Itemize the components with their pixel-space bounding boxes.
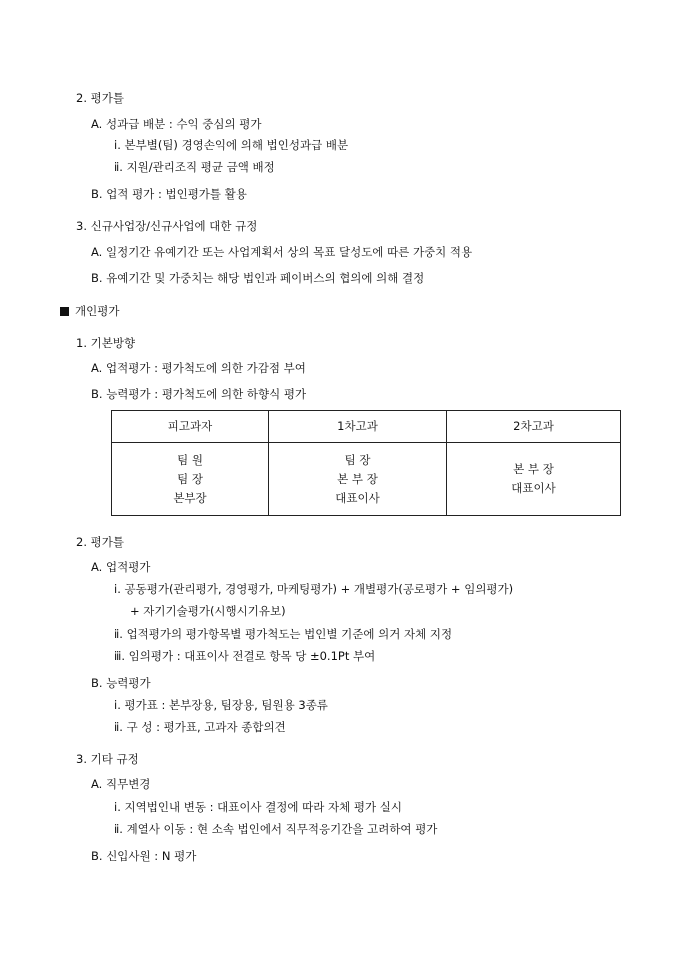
cell-line: 대표이사 [511, 481, 556, 495]
item-3a-i: ⅰ. 지역법인내 변동 : 대표이사 결정에 따라 자체 평가 실시 [114, 800, 403, 814]
item-3a-job-change: A. 직무변경 [91, 777, 151, 791]
table-cell-appraisee [112, 443, 269, 516]
item-2a-bonus-distribution: A. 성과급 배분 : 수익 중심의 평가 [91, 117, 262, 131]
cell-line: 본 부 장 [513, 462, 554, 476]
cell-line: 팀 장 [344, 452, 371, 467]
item-3-new-business: 3. 신규사업장/신규사업에 대한 규정 [76, 219, 258, 233]
item-1b: B. 능력평가 : 평가척도에 의한 하향식 평가 [91, 387, 307, 401]
item-3a: A. 일정기간 유예기간 또는 사업계획서 상의 목표 달성도에 따른 가중치 적용 [91, 245, 473, 259]
item-2-evaluation-frame: 2. 평가틀 [76, 91, 124, 105]
square-bullet-icon [60, 307, 69, 316]
section-individual-evaluation [60, 303, 119, 319]
item-2b-competency: B. 능력평가 [91, 676, 151, 690]
item-2a-i-continuation: + 자기기술평가(시행시기유보) [130, 604, 286, 618]
item-3a-ii: ⅱ. 계열사 이동 : 현 소속 법인에서 직무적응기간을 고려하여 평가 [114, 822, 438, 836]
item-3b-new-hire: B. 신입사원 : N 평가 [91, 849, 197, 863]
item-2-evaluation-frame-individual: 2. 평가틀 [76, 535, 124, 549]
item-3-other-rules: 3. 기타 규정 [76, 752, 139, 766]
table-cell-first-appraiser [269, 443, 447, 516]
item-2a-i: ⅰ. 본부별(팀) 경영손익에 의해 법인성과급 배분 [114, 138, 349, 152]
table-header-cell: 1차고과 [269, 411, 447, 443]
item-1a: A. 업적평가 : 평가척도에 의한 가감점 부여 [91, 361, 306, 375]
item-3b: B. 유예기간 및 가중치는 해당 법인과 페이버스의 협의에 의해 결정 [91, 271, 425, 285]
evaluator-table [111, 410, 621, 516]
section-title: 개인평가 [75, 304, 120, 318]
cell-line: 대표이사 [335, 490, 380, 505]
cell-line: 본 부 장 [337, 471, 378, 486]
item-2a-ii: ⅱ. 지원/관리조직 평균 금액 배정 [114, 160, 275, 174]
table-cell-second-appraiser [447, 443, 621, 516]
item-2a-ii: ⅱ. 업적평가의 평가항목별 평가척도는 법인별 기준에 의거 자체 지정 [114, 627, 453, 641]
item-2b-ii: ⅱ. 구 성 : 평가표, 고과자 종합의견 [114, 720, 286, 734]
table-header-row [112, 411, 621, 443]
item-2a-i: ⅰ. 공동평가(관리평가, 경영평가, 마케팅평가) + 개별평가(공로평가 + 임의평가) [114, 582, 514, 596]
item-2a-performance: A. 업적평가 [91, 560, 151, 574]
item-2b-performance: B. 업적 평가 : 법인평가틀 활용 [91, 187, 247, 201]
item-1-basic-direction: 1. 기본방향 [76, 336, 136, 350]
cell-line: 본부장 [173, 490, 207, 505]
table-row [112, 443, 621, 516]
table-header-cell: 2차고과 [447, 411, 621, 443]
table-header-cell: 피고과자 [112, 411, 269, 443]
item-2b-i: ⅰ. 평가표 : 본부장용, 팀장용, 팀원용 3종류 [114, 698, 328, 712]
cell-line: 팀 원 [177, 452, 203, 467]
cell-line: 팀 장 [177, 471, 203, 486]
item-2a-iii: ⅲ. 임의평가 : 대표이사 전결로 항목 당 ±0.1Pt 부여 [114, 649, 376, 663]
